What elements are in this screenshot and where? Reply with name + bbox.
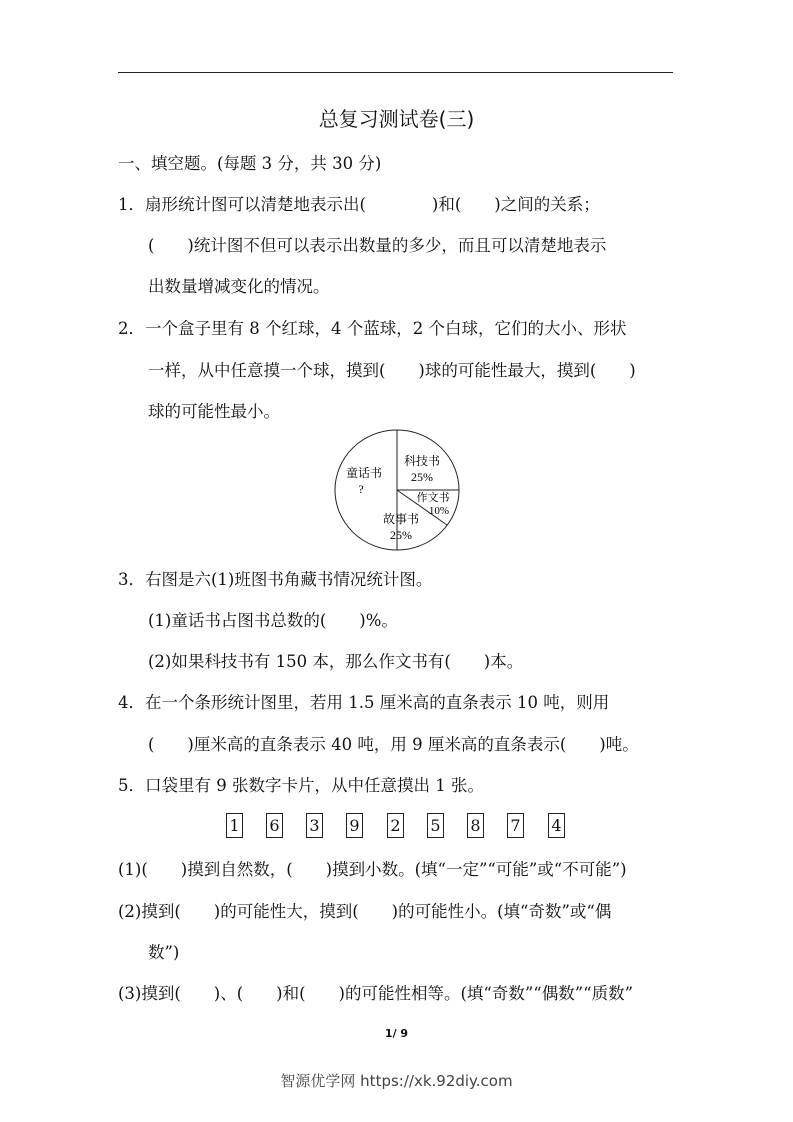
q2-line2: 一样，从中任意摸一个球，摸到( )球的可能性最大，摸到( ): [148, 361, 636, 380]
number-card: 9: [346, 813, 363, 838]
q5-sub2-line2: 数”): [148, 943, 180, 962]
slice-label-keji: 科技书: [403, 454, 441, 468]
book-pie-chart: [330, 425, 464, 555]
q2-line3: 球的可能性最小。: [148, 402, 280, 421]
q5-line1: 5．口袋里有 9 张数字卡片，从中任意摸出 1 张。: [118, 776, 484, 795]
number-card: 6: [266, 813, 283, 838]
q3-line3: (2)如果科技书有 150 本，那么作文书有( )本。: [148, 652, 524, 671]
header-rule: [118, 72, 673, 73]
number-card: 5: [427, 813, 444, 838]
q3-line2: (1)童话书占图书总数的( )%。: [148, 611, 398, 630]
number-card: 7: [507, 813, 524, 838]
q4-line1: 4．在一个条形统计图里，若用 1.5 厘米高的直条表示 10 吨，则用: [118, 693, 610, 712]
slice-value-keji: 25%: [411, 470, 433, 484]
slice-value-zuowen: 10%: [428, 505, 450, 517]
q2-line1: 2．一个盒子里有 8 个红球，4 个蓝球，2 个白球，它们的大小、形状: [118, 319, 627, 338]
site-footer: 智源优学网 https://xk.92diy.com: [280, 1072, 513, 1090]
number-card: 8: [467, 813, 484, 838]
number-card: 3: [306, 813, 323, 838]
q1-line3: 出数量增减变化的情况。: [148, 277, 330, 296]
q5-sub1: (1)( )摸到自然数，( )摸到小数。(填“一定”“可能”或“不可能”): [118, 860, 627, 879]
page-number: 1/ 9: [384, 1027, 409, 1040]
q1-line1: 1．扇形统计图可以清楚地表示出( )和( )之间的关系；: [118, 195, 600, 214]
q4-line2: ( )厘米高的直条表示 40 吨，用 9 厘米高的直条表示( )吨。: [148, 735, 639, 754]
slice-label-gushi: 故事书: [382, 512, 420, 526]
slice-label-zuowen: 作文书: [416, 492, 450, 504]
q1-line2: ( )统计图不但可以表示出数量的多少，而且可以清楚地表示: [148, 236, 607, 255]
slice-value-tonghua: ?: [358, 482, 364, 496]
number-card: 2: [387, 813, 404, 838]
number-card: 4: [548, 813, 565, 838]
slice-value-gushi: 25%: [390, 528, 412, 542]
slice-label-tonghua: 童话书: [345, 466, 383, 480]
number-card: 1: [226, 813, 243, 838]
q5-sub2-line1: (2)摸到( )的可能性大，摸到( )的可能性小。(填“奇数”或“偶: [118, 902, 612, 921]
q5-sub3: (3)摸到( )、( )和( )的可能性相等。(填“奇数”“偶数”“质数”: [118, 984, 634, 1003]
section-heading: 一、填空题。(每题 3 分，共 30 分): [118, 154, 382, 173]
q3-line1: 3．右图是六(1)班图书角藏书情况统计图。: [118, 570, 433, 589]
page-title: 总复习测试卷(三): [318, 107, 475, 131]
